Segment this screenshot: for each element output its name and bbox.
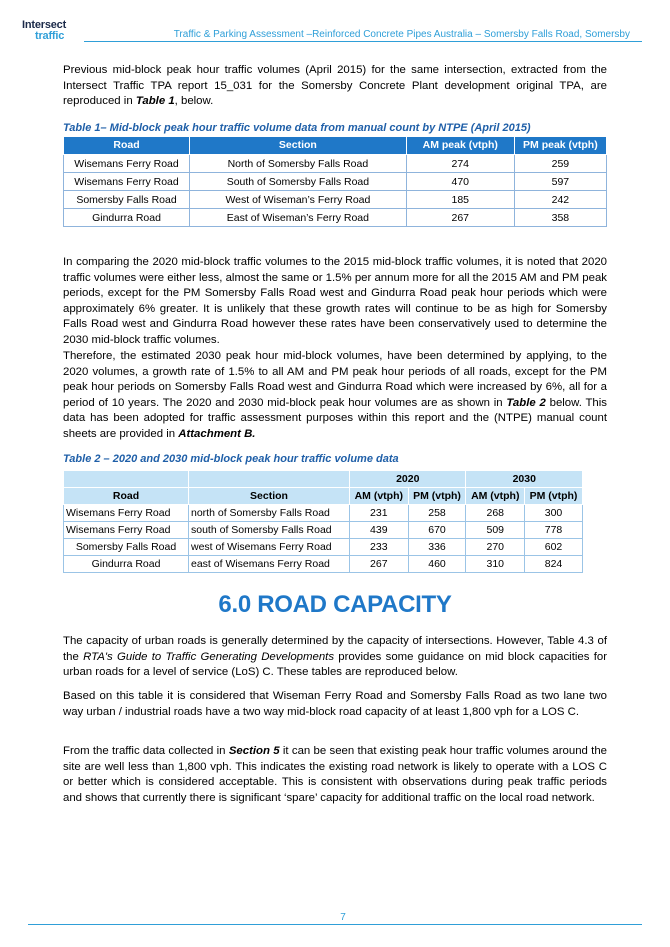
traffic-data-paragraph bbox=[63, 744, 607, 806]
table-cell: 258 bbox=[408, 505, 466, 522]
comparison-paragraph: In comparing the 2020 mid-block traffic volumes to the 2015 mid-block traffic volumes, it is noted that 2020 traffic volumes were either less, almost the same or 1.5% per annum more for all the 2015 AM and PM peak periods, except for the PM Somersby Falls Road west and Gindurra Road peak hour periods which were approximately 6% greater. It is unlikely that these growth rates will continue to be as high for Somersby Falls Road west and Gindurra Road however these rates have been conservatively used to determine the 2030 mid-block traffic volumes. bbox=[63, 256, 607, 346]
table-row bbox=[64, 209, 607, 227]
table-cell: 233 bbox=[350, 539, 409, 556]
table-row bbox=[64, 556, 583, 573]
table-cell: 824 bbox=[525, 556, 583, 573]
table2-year-2020: 2020 bbox=[350, 471, 466, 488]
table2-col-pm-2020: PM (vtph) bbox=[408, 488, 466, 505]
table-cell: 185 bbox=[406, 191, 514, 209]
table-cell: Wisemans Ferry Road bbox=[64, 505, 189, 522]
table2-col-road: Road bbox=[64, 488, 189, 505]
table-cell: 242 bbox=[514, 191, 606, 209]
table-cell: Gindurra Road bbox=[64, 556, 189, 573]
table-cell: Somersby Falls Road bbox=[64, 539, 189, 556]
table-cell: 460 bbox=[408, 556, 466, 573]
table1-col-section: Section bbox=[190, 137, 407, 155]
estimate-text-1: Therefore, the estimated 2030 peak hour mid-block volumes, have been determined by applying, to the 2020 volumes, a growth rate of 1.5% to all AM and PM peak hour periods of all roads, except for the PM peak hour periods on Somersby Falls Road west and Gindurra Road which were increased by 6%, all for a period of 10 years. The 2020 and 2030 mid-block peak hour volumes are as shown in bbox=[63, 350, 607, 409]
table2-caption: Table 2 – 2020 and 2030 mid-block peak hour traffic volume data bbox=[63, 453, 399, 465]
table-cell: Wisemans Ferry Road bbox=[64, 173, 190, 191]
table-cell: 267 bbox=[406, 209, 514, 227]
page-number: 7 bbox=[340, 912, 346, 923]
table-cell: 358 bbox=[514, 209, 606, 227]
table2-blank-section bbox=[189, 471, 350, 488]
table2-col-am-2020: AM (vtph) bbox=[350, 488, 409, 505]
table-cell: south of Somersby Falls Road bbox=[189, 522, 350, 539]
table-cell: West of Wiseman’s Ferry Road bbox=[190, 191, 407, 209]
attachment-b-reference: Attachment B. bbox=[178, 427, 256, 440]
table-row bbox=[64, 173, 607, 191]
table2 bbox=[63, 470, 583, 573]
table-cell: 259 bbox=[514, 155, 606, 173]
estimate-paragraph bbox=[63, 349, 607, 442]
table-cell: Wisemans Ferry Road bbox=[64, 522, 189, 539]
capacity-conclusion-paragraph: Based on this table it is considered that Wiseman Ferry Road and Somersby Falls Road as two lane two way urban / industrial roads have a two way mid-block road capacity of at least 1,800 vph for a LOS C. bbox=[63, 690, 607, 718]
table-cell: 310 bbox=[466, 556, 525, 573]
table-cell: 670 bbox=[408, 522, 466, 539]
table1-col-am: AM peak (vtph) bbox=[406, 137, 514, 155]
footer-rule bbox=[28, 924, 642, 925]
estimate-text-2: below. This data has been adopted for traffic assessment purposes within this report and the (NTPE) manual count sheets are provided in bbox=[63, 396, 607, 440]
logo-top-text: Intersect bbox=[22, 19, 67, 31]
section5-reference: Section 5 bbox=[228, 745, 280, 757]
table-cell: 509 bbox=[466, 522, 525, 539]
table-cell: 602 bbox=[525, 539, 583, 556]
table-cell: east of Wisemans Ferry Road bbox=[189, 556, 350, 573]
capacity-paragraph bbox=[63, 634, 607, 681]
table-cell: 597 bbox=[514, 173, 606, 191]
table-cell: North of Somersby Falls Road bbox=[190, 155, 407, 173]
table1-caption: Table 1– Mid-block peak hour traffic volume data from manual count by NTPE (April 2015) bbox=[63, 122, 531, 134]
table-cell: 267 bbox=[350, 556, 409, 573]
table-cell: 268 bbox=[466, 505, 525, 522]
table-row bbox=[64, 522, 583, 539]
table-row bbox=[64, 191, 607, 209]
table2-blank-road bbox=[64, 471, 189, 488]
table-cell: 778 bbox=[525, 522, 583, 539]
table1-col-road: Road bbox=[64, 137, 190, 155]
table-row bbox=[64, 505, 583, 522]
table2-year-2030: 2030 bbox=[466, 471, 583, 488]
section-heading: 6.0 ROAD CAPACITY bbox=[218, 591, 452, 618]
table2-col-pm-2030: PM (vtph) bbox=[525, 488, 583, 505]
intro-text: Previous mid-block peak hour traffic volumes (April 2015) for the same intersection, extracted from the Intersect Traffic TPA report 15_031 for the Somersby Concrete Plant development original TPA, are reproduced in bbox=[63, 64, 607, 107]
table-cell: 270 bbox=[466, 539, 525, 556]
table2-year-row bbox=[64, 471, 583, 488]
table2-col-section: Section bbox=[189, 488, 350, 505]
intersect-traffic-logo bbox=[22, 20, 82, 42]
table-cell: 274 bbox=[406, 155, 514, 173]
table-row bbox=[64, 539, 583, 556]
intro-text-end: , below. bbox=[174, 95, 214, 107]
table-cell: Gindurra Road bbox=[64, 209, 190, 227]
header-title: Traffic & Parking Assessment –Reinforced Concrete Pipes Australia – Somersby Falls Road, Somersby bbox=[173, 29, 630, 40]
table-cell: East of Wiseman’s Ferry Road bbox=[190, 209, 407, 227]
table-cell: 470 bbox=[406, 173, 514, 191]
table1-col-pm: PM peak (vtph) bbox=[514, 137, 606, 155]
table2-reference: Table 2 bbox=[506, 396, 546, 409]
table-cell: 336 bbox=[408, 539, 466, 556]
header-rule bbox=[84, 41, 642, 42]
capacity-text-2: provides some guidance on mid block capacities for urban roads for a level of service (LoS) C. These tables are reproduced below. bbox=[63, 650, 608, 678]
table-cell: north of Somersby Falls Road bbox=[189, 505, 350, 522]
table-row bbox=[64, 155, 607, 173]
table1-reference: Table 1 bbox=[135, 95, 175, 107]
table-cell: 300 bbox=[525, 505, 583, 522]
table-cell: 231 bbox=[350, 505, 409, 522]
table1 bbox=[63, 136, 607, 227]
logo-bottom-text: traffic bbox=[35, 30, 65, 42]
rta-guide-title: RTA's Guide to Traffic Generating Developments bbox=[83, 650, 335, 663]
traffic-data-text-1: From the traffic data collected in bbox=[63, 745, 229, 757]
traffic-data-text-2: it can be seen that existing peak hour traffic volumes around the site are well less than 1,800 vph. This indicates the existing road network is likely to operate with a LOS C or better which is considered acceptable. This is consistent with observations during peak traffic periods and shows that currently there is significant ‘spare’ capacity for additional traffic on the local road network. bbox=[63, 745, 608, 804]
table-cell: Wisemans Ferry Road bbox=[64, 155, 190, 173]
table-cell: 439 bbox=[350, 522, 409, 539]
intro-paragraph bbox=[63, 63, 607, 110]
table-cell: South of Somersby Falls Road bbox=[190, 173, 407, 191]
table2-header-row bbox=[64, 488, 583, 505]
table-cell: Somersby Falls Road bbox=[64, 191, 190, 209]
capacity-text-1: The capacity of urban roads is generally determined by the capacity of intersections. However, Table 4.3 of the bbox=[63, 635, 607, 663]
table-cell: west of Wisemans Ferry Road bbox=[189, 539, 350, 556]
table2-col-am-2030: AM (vtph) bbox=[466, 488, 525, 505]
table1-header-row bbox=[64, 137, 607, 155]
